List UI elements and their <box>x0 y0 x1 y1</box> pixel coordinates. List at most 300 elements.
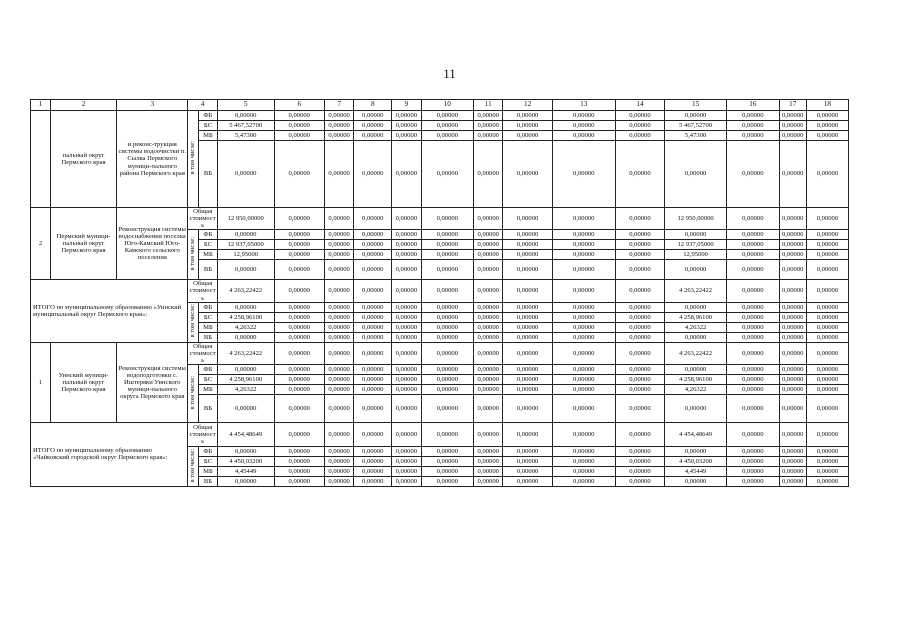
value-cell: 0,00000 <box>392 141 421 208</box>
value-cell: 0,00000 <box>274 208 324 230</box>
in-that-number-cell <box>188 302 199 342</box>
value-cell: 0,00000 <box>806 456 848 466</box>
value-cell: 0,00000 <box>392 240 421 250</box>
value-cell: 4 454,48649 <box>665 422 727 446</box>
value-cell: 0,00000 <box>421 250 474 260</box>
value-cell: 0,00000 <box>421 476 474 486</box>
total-label: Общая стоимость <box>189 280 216 302</box>
value-cell: 0,00000 <box>727 250 780 260</box>
value-cell: 0,00000 <box>474 384 503 394</box>
value-cell: 0,00000 <box>324 342 353 364</box>
value-cell: 0,00000 <box>779 384 806 394</box>
value-cell: 0,00000 <box>474 466 503 476</box>
value-cell: 0,00000 <box>392 208 421 230</box>
value-cell: 5 467,52700 <box>665 121 727 131</box>
value-cell: 0,00000 <box>503 312 552 322</box>
value-cell: 0,00000 <box>727 384 780 394</box>
funding-source-code: МБ <box>198 322 217 332</box>
value-cell: 0,00000 <box>552 476 615 486</box>
value-cell: 0,00000 <box>274 312 324 322</box>
value-cell: 0,00000 <box>274 240 324 250</box>
value-cell: 4 454,48649 <box>217 422 274 446</box>
value-cell: 4,45449 <box>665 466 727 476</box>
value-cell: 0,00000 <box>806 111 848 121</box>
value-cell: 5,47300 <box>217 131 274 141</box>
value-cell: 0,00000 <box>354 456 392 466</box>
value-cell: 0,00000 <box>806 322 848 332</box>
funding-source-code: ВБ <box>198 141 217 208</box>
value-cell: 0,00000 <box>779 446 806 456</box>
value-cell: 0,00000 <box>727 280 780 302</box>
value-cell: 0,00000 <box>727 466 780 476</box>
value-cell: 4,45449 <box>217 466 274 476</box>
value-cell: 0,00000 <box>354 141 392 208</box>
value-cell: 0,00000 <box>779 342 806 364</box>
value-cell: 0,00000 <box>727 342 780 364</box>
value-cell: 0,00000 <box>274 332 324 342</box>
value-cell: 0,00000 <box>727 394 780 422</box>
value-cell: 0,00000 <box>324 250 353 260</box>
value-cell: 4 450,03200 <box>217 456 274 466</box>
funding-source-code: ФБ <box>198 230 217 240</box>
value-cell: 0,00000 <box>274 422 324 446</box>
value-cell: 0,00000 <box>503 302 552 312</box>
value-cell: 0,00000 <box>421 446 474 456</box>
value-cell: 0,00000 <box>474 121 503 131</box>
value-cell: 12 937,05000 <box>217 240 274 250</box>
value-cell: 0,00000 <box>779 260 806 280</box>
in-that-number-cell <box>188 446 199 486</box>
value-cell: 0,00000 <box>354 364 392 374</box>
value-cell: 0,00000 <box>354 208 392 230</box>
value-cell: 0,00000 <box>421 302 474 312</box>
value-cell: 0,00000 <box>503 374 552 384</box>
value-cell: 4,26322 <box>217 384 274 394</box>
in-that-number-label: в том числе: <box>188 237 196 271</box>
value-cell: 12 950,00000 <box>665 208 727 230</box>
value-cell: 0,00000 <box>779 141 806 208</box>
header-cell: 3 <box>117 100 188 111</box>
value-cell: 0,00000 <box>552 208 615 230</box>
value-cell: 0,00000 <box>274 260 324 280</box>
value-cell: 0,00000 <box>503 364 552 374</box>
value-cell: 0,00000 <box>779 364 806 374</box>
value-cell: 0,00000 <box>474 332 503 342</box>
value-cell: 0,00000 <box>727 230 780 240</box>
value-cell: 0,00000 <box>392 302 421 312</box>
value-cell: 4,26322 <box>665 384 727 394</box>
budget-table-body <box>31 100 849 487</box>
value-cell: 0,00000 <box>421 322 474 332</box>
value-cell: 0,00000 <box>392 260 421 280</box>
value-cell: 0,00000 <box>615 230 664 240</box>
header-cell: 14 <box>615 100 664 111</box>
value-cell: 0,00000 <box>421 422 474 446</box>
header-cell: 15 <box>665 100 727 111</box>
value-cell: 0,00000 <box>665 302 727 312</box>
value-cell: 0,00000 <box>806 374 848 384</box>
value-cell: 0,00000 <box>474 250 503 260</box>
value-cell: 0,00000 <box>615 374 664 384</box>
value-cell: 0,00000 <box>552 302 615 312</box>
value-cell: 4 258,96100 <box>665 374 727 384</box>
value-cell: 0,00000 <box>324 364 353 374</box>
value-cell: 0,00000 <box>806 466 848 476</box>
value-cell: 0,00000 <box>665 446 727 456</box>
funding-source-code: ФБ <box>198 302 217 312</box>
value-cell: 0,00000 <box>615 422 664 446</box>
value-cell: 0,00000 <box>217 364 274 374</box>
value-cell: 0,00000 <box>392 111 421 121</box>
value-cell: 0,00000 <box>552 394 615 422</box>
value-cell: 0,00000 <box>552 312 615 322</box>
value-cell: 0,00000 <box>392 374 421 384</box>
in-that-number-label: в том числе: <box>188 448 196 483</box>
value-cell: 0,00000 <box>354 422 392 446</box>
value-cell: 0,00000 <box>274 131 324 141</box>
value-cell: 0,00000 <box>354 280 392 302</box>
value-cell: 0,00000 <box>806 280 848 302</box>
value-cell: 0,00000 <box>806 364 848 374</box>
value-cell: 0,00000 <box>552 384 615 394</box>
value-cell: 0,00000 <box>274 322 324 332</box>
value-cell: 0,00000 <box>779 230 806 240</box>
project-cell: и реконс-трукция системы водоочистки п. Сылва Пермского муници-пального района Пермского края <box>117 111 188 208</box>
value-cell: 0,00000 <box>274 121 324 131</box>
value-cell: 0,00000 <box>615 332 664 342</box>
value-cell: 0,00000 <box>354 121 392 131</box>
header-cell: 1 <box>31 100 51 111</box>
value-cell: 4 263,22422 <box>665 280 727 302</box>
value-cell: 0,00000 <box>503 476 552 486</box>
total-label: Общая стоимость <box>189 423 216 446</box>
value-cell: 0,00000 <box>503 342 552 364</box>
value-cell: 0,00000 <box>727 364 780 374</box>
value-cell: 0,00000 <box>474 374 503 384</box>
header-cell: 9 <box>392 100 421 111</box>
value-cell: 0,00000 <box>727 121 780 131</box>
value-cell: 0,00000 <box>324 384 353 394</box>
value-cell: 0,00000 <box>727 141 780 208</box>
value-cell: 0,00000 <box>324 466 353 476</box>
itogo-label: ИТОГО по муниципальному образованию «Уинский муниципальный округ Пермского края»: <box>31 280 188 342</box>
value-cell: 0,00000 <box>615 342 664 364</box>
value-cell: 0,00000 <box>665 332 727 342</box>
project-cell: Реконструкция системы водоснабжения поселка Юго-Камский Юго-Камского сельского поселения <box>117 208 188 280</box>
value-cell: 0,00000 <box>392 131 421 141</box>
value-cell: 0,00000 <box>421 394 474 422</box>
value-cell: 0,00000 <box>421 280 474 302</box>
value-cell: 0,00000 <box>552 422 615 446</box>
value-cell: 4 263,22422 <box>217 280 274 302</box>
row-number <box>31 111 51 208</box>
value-cell: 0,00000 <box>806 302 848 312</box>
value-cell: 0,00000 <box>552 374 615 384</box>
value-cell: 0,00000 <box>779 208 806 230</box>
value-cell: 0,00000 <box>354 342 392 364</box>
funding-source-code: ВБ <box>198 476 217 486</box>
value-cell: 0,00000 <box>615 466 664 476</box>
value-cell: 4 263,22422 <box>217 342 274 364</box>
value-cell: 0,00000 <box>474 476 503 486</box>
value-cell: 0,00000 <box>324 394 353 422</box>
municipality-cell: пальный округ Пермского края <box>50 111 116 208</box>
value-cell: 0,00000 <box>421 374 474 384</box>
value-cell: 0,00000 <box>779 456 806 466</box>
value-cell: 0,00000 <box>806 121 848 131</box>
value-cell: 0,00000 <box>727 322 780 332</box>
value-cell: 0,00000 <box>552 332 615 342</box>
value-cell: 0,00000 <box>779 111 806 121</box>
value-cell: 0,00000 <box>806 208 848 230</box>
row-number: 2 <box>31 208 51 280</box>
value-cell: 0,00000 <box>615 302 664 312</box>
value-cell: 0,00000 <box>274 466 324 476</box>
value-cell: 4,26322 <box>665 322 727 332</box>
value-cell: 0,00000 <box>552 250 615 260</box>
value-cell: 0,00000 <box>421 466 474 476</box>
value-cell: 0,00000 <box>274 364 324 374</box>
project-cell: Реконструкция системы водоподготовки с. Иштеряки Уинского муници-пального округа Пермского края <box>117 342 188 422</box>
value-cell: 12,95000 <box>665 250 727 260</box>
header-cell: 7 <box>324 100 353 111</box>
value-cell: 0,00000 <box>552 342 615 364</box>
value-cell: 0,00000 <box>806 240 848 250</box>
value-cell: 0,00000 <box>354 384 392 394</box>
value-cell: 0,00000 <box>615 364 664 374</box>
value-cell: 0,00000 <box>727 374 780 384</box>
total-label: Общая стоимость <box>189 208 216 230</box>
value-cell: 0,00000 <box>615 260 664 280</box>
value-cell: 0,00000 <box>779 466 806 476</box>
value-cell: 0,00000 <box>474 280 503 302</box>
value-cell: 0,00000 <box>274 446 324 456</box>
value-cell: 0,00000 <box>503 280 552 302</box>
value-cell: 0,00000 <box>615 208 664 230</box>
value-cell: 0,00000 <box>503 131 552 141</box>
value-cell: 0,00000 <box>324 230 353 240</box>
value-cell: 0,00000 <box>615 456 664 466</box>
value-cell: 12 937,05000 <box>665 240 727 250</box>
value-cell: 0,00000 <box>324 422 353 446</box>
value-cell: 0,00000 <box>324 141 353 208</box>
header-cell: 13 <box>552 100 615 111</box>
value-cell: 0,00000 <box>727 240 780 250</box>
value-cell: 0,00000 <box>806 141 848 208</box>
value-cell: 0,00000 <box>421 111 474 121</box>
value-cell: 0,00000 <box>217 141 274 208</box>
value-cell: 0,00000 <box>779 280 806 302</box>
value-cell: 0,00000 <box>324 322 353 332</box>
row-number: 1 <box>31 342 51 422</box>
value-cell: 0,00000 <box>474 230 503 240</box>
funding-source-code: МБ <box>198 250 217 260</box>
in-that-number-cell <box>188 364 199 422</box>
total-row <box>31 280 849 302</box>
value-cell: 0,00000 <box>615 394 664 422</box>
value-cell: 0,00000 <box>615 111 664 121</box>
value-cell: 0,00000 <box>503 121 552 131</box>
value-cell: 0,00000 <box>274 384 324 394</box>
value-cell: 0,00000 <box>615 446 664 456</box>
value-cell: 0,00000 <box>324 312 353 322</box>
value-cell: 0,00000 <box>421 384 474 394</box>
value-cell: 0,00000 <box>806 384 848 394</box>
value-cell: 0,00000 <box>552 456 615 466</box>
municipality-cell: Уинский муници-пальный округ Пермского края <box>50 342 116 422</box>
value-cell: 0,00000 <box>421 342 474 364</box>
value-cell: 0,00000 <box>806 476 848 486</box>
value-cell: 0,00000 <box>392 280 421 302</box>
value-cell: 0,00000 <box>806 394 848 422</box>
header-row <box>31 100 849 111</box>
header-cell: 4 <box>188 100 217 111</box>
value-cell: 0,00000 <box>779 322 806 332</box>
value-cell: 0,00000 <box>274 141 324 208</box>
value-cell: 0,00000 <box>324 280 353 302</box>
value-cell: 0,00000 <box>552 322 615 332</box>
value-cell: 0,00000 <box>217 302 274 312</box>
value-cell: 0,00000 <box>474 446 503 456</box>
value-cell: 0,00000 <box>503 384 552 394</box>
value-cell: 0,00000 <box>779 312 806 322</box>
value-cell: 0,00000 <box>727 131 780 141</box>
funding-source-code: БС <box>198 121 217 131</box>
value-cell: 0,00000 <box>274 111 324 121</box>
funding-row <box>31 111 849 121</box>
value-cell: 4,26322 <box>217 322 274 332</box>
value-cell: 0,00000 <box>421 364 474 374</box>
value-cell: 0,00000 <box>503 250 552 260</box>
value-cell: 0,00000 <box>552 260 615 280</box>
value-cell: 0,00000 <box>552 131 615 141</box>
value-cell: 0,00000 <box>274 456 324 466</box>
value-cell: 0,00000 <box>324 131 353 141</box>
value-cell: 0,00000 <box>474 312 503 322</box>
value-cell: 0,00000 <box>779 240 806 250</box>
value-cell: 0,00000 <box>503 208 552 230</box>
value-cell: 0,00000 <box>274 250 324 260</box>
header-cell: 8 <box>354 100 392 111</box>
value-cell: 0,00000 <box>615 141 664 208</box>
value-cell: 5 467,52700 <box>217 121 274 131</box>
funding-source-code: ВБ <box>198 260 217 280</box>
value-cell: 0,00000 <box>615 121 664 131</box>
header-cell: 6 <box>274 100 324 111</box>
value-cell: 0,00000 <box>392 312 421 322</box>
value-cell: 0,00000 <box>274 230 324 240</box>
header-cell: 5 <box>217 100 274 111</box>
value-cell: 0,00000 <box>421 230 474 240</box>
value-cell: 0,00000 <box>779 422 806 446</box>
value-cell: 0,00000 <box>779 332 806 342</box>
funding-source-code: МБ <box>198 384 217 394</box>
value-cell: 0,00000 <box>354 111 392 121</box>
funding-source-code: ВБ <box>198 394 217 422</box>
value-cell: 4 258,96100 <box>217 374 274 384</box>
value-cell: 0,00000 <box>806 250 848 260</box>
value-cell: 0,00000 <box>779 131 806 141</box>
value-cell: 0,00000 <box>474 141 503 208</box>
funding-source-code: ВБ <box>198 332 217 342</box>
header-cell: 2 <box>50 100 116 111</box>
funding-source-code: БС <box>198 456 217 466</box>
total-row <box>31 342 849 364</box>
value-cell: 0,00000 <box>354 332 392 342</box>
value-cell: 0,00000 <box>552 240 615 250</box>
in-that-number-cell <box>188 111 199 208</box>
value-cell: 0,00000 <box>806 230 848 240</box>
value-cell: 0,00000 <box>324 332 353 342</box>
value-cell: 0,00000 <box>421 240 474 250</box>
header-cell: 17 <box>779 100 806 111</box>
value-cell: 0,00000 <box>474 322 503 332</box>
value-cell: 0,00000 <box>665 230 727 240</box>
value-cell: 0,00000 <box>503 240 552 250</box>
value-cell: 0,00000 <box>727 111 780 121</box>
value-cell: 0,00000 <box>665 394 727 422</box>
municipality-cell: Пермский муници-пальный округ Пермского края <box>50 208 116 280</box>
header-cell: 12 <box>503 100 552 111</box>
value-cell: 0,00000 <box>727 422 780 446</box>
value-cell: 0,00000 <box>474 394 503 422</box>
value-cell: 0,00000 <box>552 446 615 456</box>
value-cell: 0,00000 <box>274 476 324 486</box>
header-cell: 10 <box>421 100 474 111</box>
value-cell: 0,00000 <box>324 446 353 456</box>
value-cell: 0,00000 <box>392 230 421 240</box>
value-cell: 0,00000 <box>392 250 421 260</box>
value-cell: 0,00000 <box>274 302 324 312</box>
value-cell: 0,00000 <box>392 332 421 342</box>
in-that-number-label: в том числе: <box>188 375 196 410</box>
value-cell: 0,00000 <box>421 332 474 342</box>
value-cell: 0,00000 <box>503 230 552 240</box>
total-row <box>31 208 849 230</box>
value-cell: 0,00000 <box>552 141 615 208</box>
value-cell: 0,00000 <box>665 141 727 208</box>
value-cell: 0,00000 <box>217 111 274 121</box>
value-cell: 0,00000 <box>727 332 780 342</box>
value-cell: 0,00000 <box>615 322 664 332</box>
value-cell: 0,00000 <box>615 240 664 250</box>
value-cell: 0,00000 <box>615 312 664 322</box>
value-cell: 0,00000 <box>324 208 353 230</box>
value-cell: 0,00000 <box>552 111 615 121</box>
value-cell: 0,00000 <box>552 364 615 374</box>
value-cell: 0,00000 <box>727 456 780 466</box>
funding-source-code: ФБ <box>198 111 217 121</box>
value-cell: 0,00000 <box>615 280 664 302</box>
value-cell: 0,00000 <box>665 111 727 121</box>
funding-source-code: БС <box>198 374 217 384</box>
value-cell: 0,00000 <box>354 466 392 476</box>
value-cell: 0,00000 <box>217 476 274 486</box>
value-cell: 0,00000 <box>274 394 324 422</box>
value-cell: 0,00000 <box>324 302 353 312</box>
value-cell: 0,00000 <box>354 302 392 312</box>
value-cell: 0,00000 <box>324 111 353 121</box>
value-cell: 4 263,22422 <box>665 342 727 364</box>
header-cell: 11 <box>474 100 503 111</box>
value-cell: 0,00000 <box>354 260 392 280</box>
value-cell: 0,00000 <box>503 322 552 332</box>
value-cell: 0,00000 <box>503 422 552 446</box>
value-cell: 0,00000 <box>354 476 392 486</box>
value-cell: 0,00000 <box>806 422 848 446</box>
value-cell: 0,00000 <box>392 342 421 364</box>
value-cell: 12,95000 <box>217 250 274 260</box>
